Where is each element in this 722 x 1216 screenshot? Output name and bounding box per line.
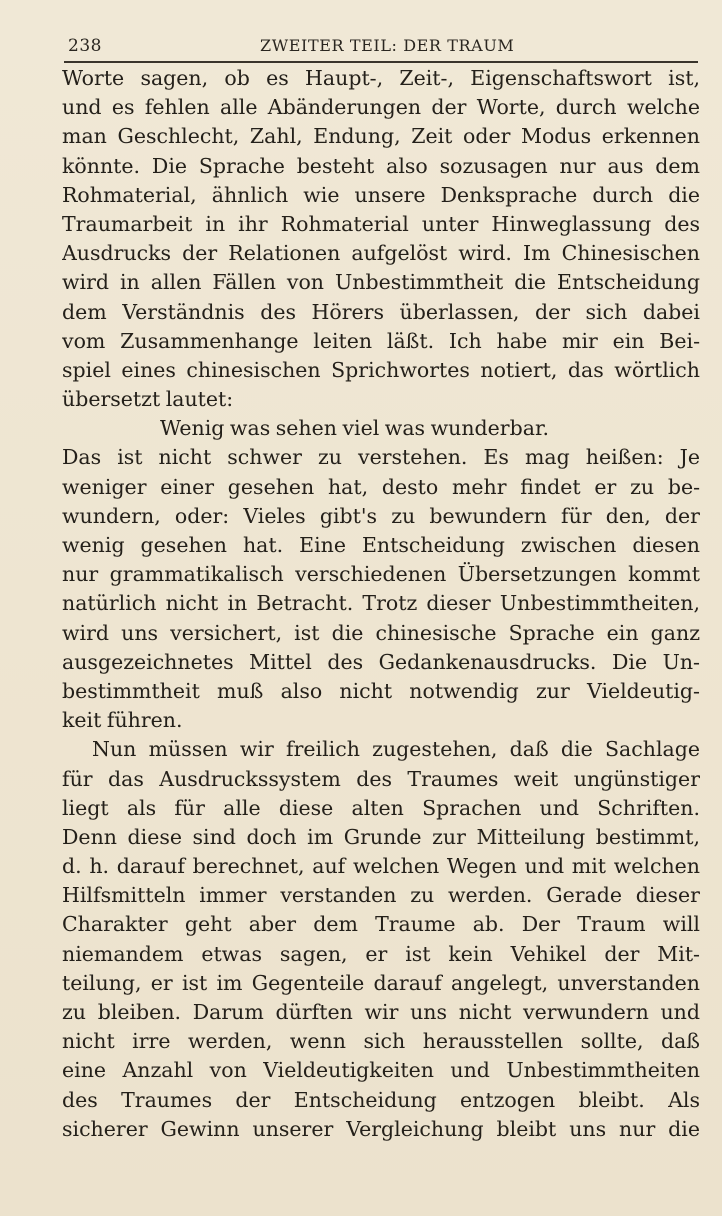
text-line: Das ist nicht schwer zu verstehen. Es mag heißen: Je	[62, 445, 700, 470]
text-line: Charakter geht aber dem Traume ab. Der Traum will	[62, 912, 700, 937]
running-head: ZWEITER TEIL: DER TRAUM	[260, 36, 515, 55]
text-line: weniger einer gesehen hat, desto mehr findet er zu be-	[62, 474, 700, 499]
text-line: könnte. Die Sprache besteht also sozusagen nur aus dem	[62, 153, 700, 178]
paragraph-start-line: Nun müssen wir freilich zugestehen, daß die Sachlage	[92, 737, 700, 762]
page-header	[64, 34, 698, 60]
text-line: sicherer Gewinn unserer Vergleichung bleibt uns nur die	[62, 1116, 700, 1141]
text-line: natürlich nicht in Betracht. Trotz dieser Unbestimmtheiten,	[62, 591, 700, 616]
text-line: liegt als für alle diese alten Sprachen und Schriften.	[62, 795, 700, 820]
page-number: 238	[68, 36, 102, 56]
text-line: für das Ausdruckssystem des Traumes weit ungünstiger	[62, 766, 700, 791]
text-line: übersetzt lautet:	[62, 387, 234, 412]
body-text	[62, 64, 700, 1144]
text-line: eine Anzahl von Vieldeutigkeiten und Unbestimmtheiten	[62, 1058, 700, 1083]
text-line: Ausdrucks der Relationen aufgelöst wird. Im Chinesischen	[62, 241, 700, 266]
text-line: niemandem etwas sagen, er ist kein Vehikel der Mit-	[62, 941, 700, 966]
text-line: teilung, er ist im Gegenteile darauf angelegt, unverstanden	[62, 970, 700, 995]
text-line: wird in allen Fällen von Unbestimmtheit die Entscheidung	[62, 270, 700, 295]
text-line: wundern, oder: Vieles gibt's zu bewundern für den, der	[62, 503, 700, 528]
text-line: spiel eines chinesischen Sprichwortes notiert, das wörtlich	[62, 357, 700, 382]
proverb-line: Wenig was sehen viel was wunderbar.	[160, 416, 550, 441]
text-line: Rohmaterial, ähnlich wie unsere Denksprache durch die	[62, 182, 700, 207]
text-line: nicht irre werden, wenn sich herausstellen sollte, daß	[62, 1029, 700, 1054]
text-line: des Traumes der Entscheidung entzogen bleibt. Als	[62, 1087, 700, 1112]
text-line: Denn diese sind doch im Grunde zur Mitteilung bestimmt,	[62, 824, 700, 849]
text-line: keit führen.	[62, 708, 183, 733]
text-line: Hilfsmitteln immer verstanden zu werden. Gerade dieser	[62, 883, 700, 908]
text-line: ausgezeichnetes Mittel des Gedankenausdrucks. Die Un-	[62, 649, 700, 674]
text-line: nur grammatikalisch verschiedenen Übersetzungen kommt	[62, 562, 700, 587]
text-line: Worte sagen, ob es Haupt-, Zeit-, Eigenschaftswort ist,	[62, 66, 700, 90]
text-line: man Geschlecht, Zahl, Endung, Zeit oder Modus erkennen	[62, 124, 700, 149]
text-line: wenig gesehen hat. Eine Entscheidung zwischen diesen	[62, 533, 700, 557]
text-line: zu bleiben. Darum dürften wir uns nicht verwundern und	[62, 1000, 700, 1024]
text-line: Traumarbeit in ihr Rohmaterial unter Hinweglassung des	[62, 211, 700, 236]
text-line: bestimmtheit muß also nicht notwendig zur Vieldeutig-	[62, 678, 700, 703]
text-line: und es fehlen alle Abänderungen der Worte, durch welche	[62, 95, 700, 120]
text-line: dem Verständnis des Hörers überlassen, der sich dabei	[62, 299, 700, 324]
text-line: d. h. darauf berechnet, auf welchen Wegen und mit welchen	[62, 854, 700, 879]
header-rule	[64, 61, 698, 63]
text-line: vom Zusammenhange leiten läßt. Ich habe mir ein Bei-	[62, 328, 700, 353]
text-line: wird uns versichert, ist die chinesische Sprache ein ganz	[62, 620, 700, 645]
